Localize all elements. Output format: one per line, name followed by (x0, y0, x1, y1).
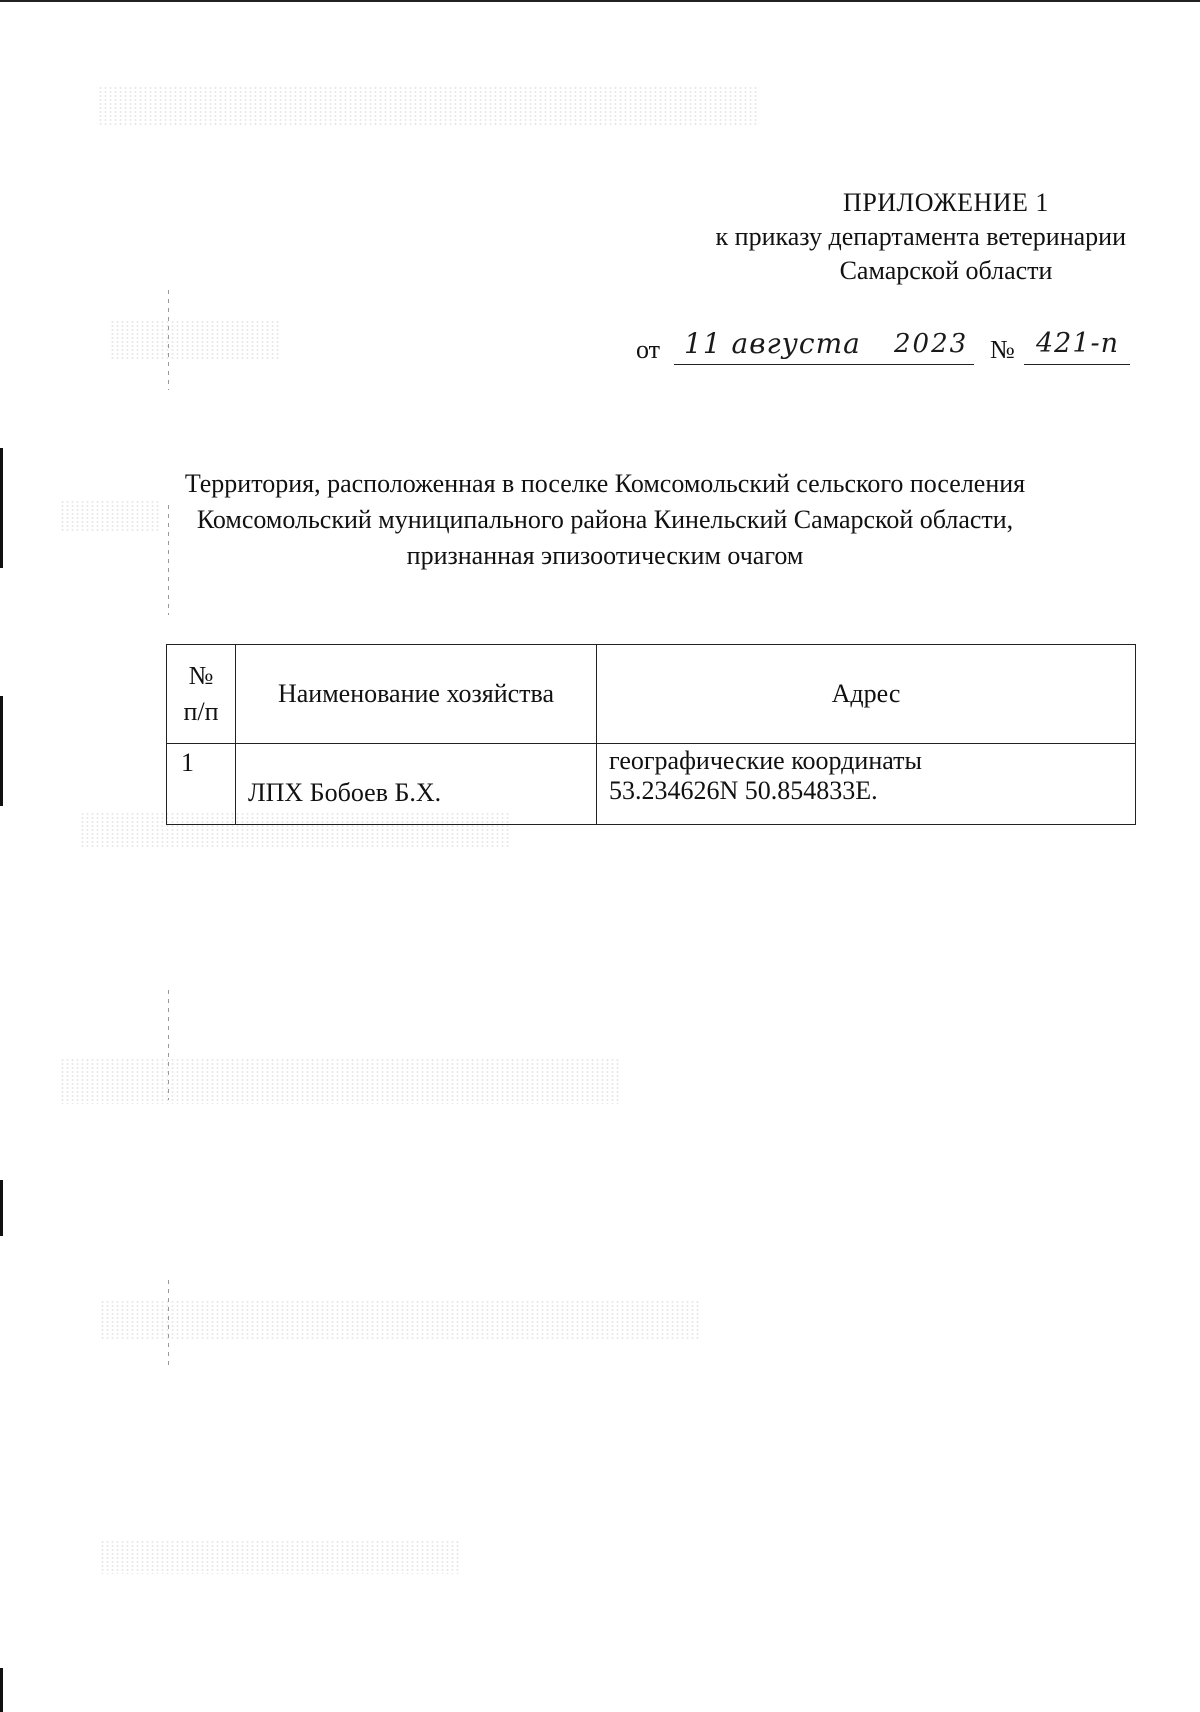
table-header-row (167, 645, 1136, 744)
header-num (167, 645, 236, 744)
scan-noise (100, 1540, 460, 1574)
date-prefix: от (636, 335, 661, 364)
annex-order-line: к приказу департамента ветеринарии (715, 222, 1126, 251)
scan-edge-top (0, 0, 1200, 2)
address-line: географические координаты (609, 746, 922, 775)
scan-noise (168, 1280, 169, 1370)
scan-edge-left (0, 1180, 3, 1236)
title-line: признанная эпизоотическим очагом (406, 541, 804, 570)
header-num-abbr: п/п (183, 697, 219, 726)
annex-header (606, 186, 1126, 288)
address-coordinates: 53.234626N 50.854833E. (609, 776, 878, 805)
scan-edge-left (0, 696, 3, 806)
farms-table (166, 644, 1136, 825)
order-date-line (636, 327, 1136, 370)
scan-noise (168, 290, 169, 390)
handwritten-year: 2023 (894, 329, 969, 359)
document-title (150, 466, 1060, 574)
scan-noise (60, 1058, 620, 1104)
scan-noise (98, 86, 758, 126)
handwritten-date: 11 августа (684, 327, 861, 360)
scan-noise (100, 1300, 700, 1340)
title-line: Комсомольский муниципального района Кинельский Самарской области, (196, 505, 1014, 534)
handwritten-number: 421-п (1036, 328, 1120, 359)
scan-edge-left (0, 1668, 3, 1712)
number-sign: № (990, 335, 1015, 364)
scan-noise (110, 320, 280, 360)
number-field (1024, 330, 1130, 365)
header-address: Адрес (597, 645, 1136, 744)
cell-address (597, 744, 1136, 825)
scan-edge-left (0, 448, 3, 568)
header-num-symbol: № (188, 661, 214, 690)
cell-num: 1 (167, 744, 236, 825)
scan-noise (60, 500, 160, 532)
header-name: Наименование хозяйства (236, 645, 597, 744)
scan-noise (168, 990, 169, 1100)
title-line: Территория, расположенная в поселке Комсомольский сельского поселения (184, 469, 1026, 498)
annex-title: ПРИЛОЖЕНИЕ 1 (843, 188, 1049, 217)
cell-farm-name: ЛПХ Бобоев Б.Х. (236, 744, 597, 825)
table-row (167, 744, 1136, 825)
date-field (674, 327, 974, 365)
annex-region-line: Самарской области (839, 256, 1053, 285)
